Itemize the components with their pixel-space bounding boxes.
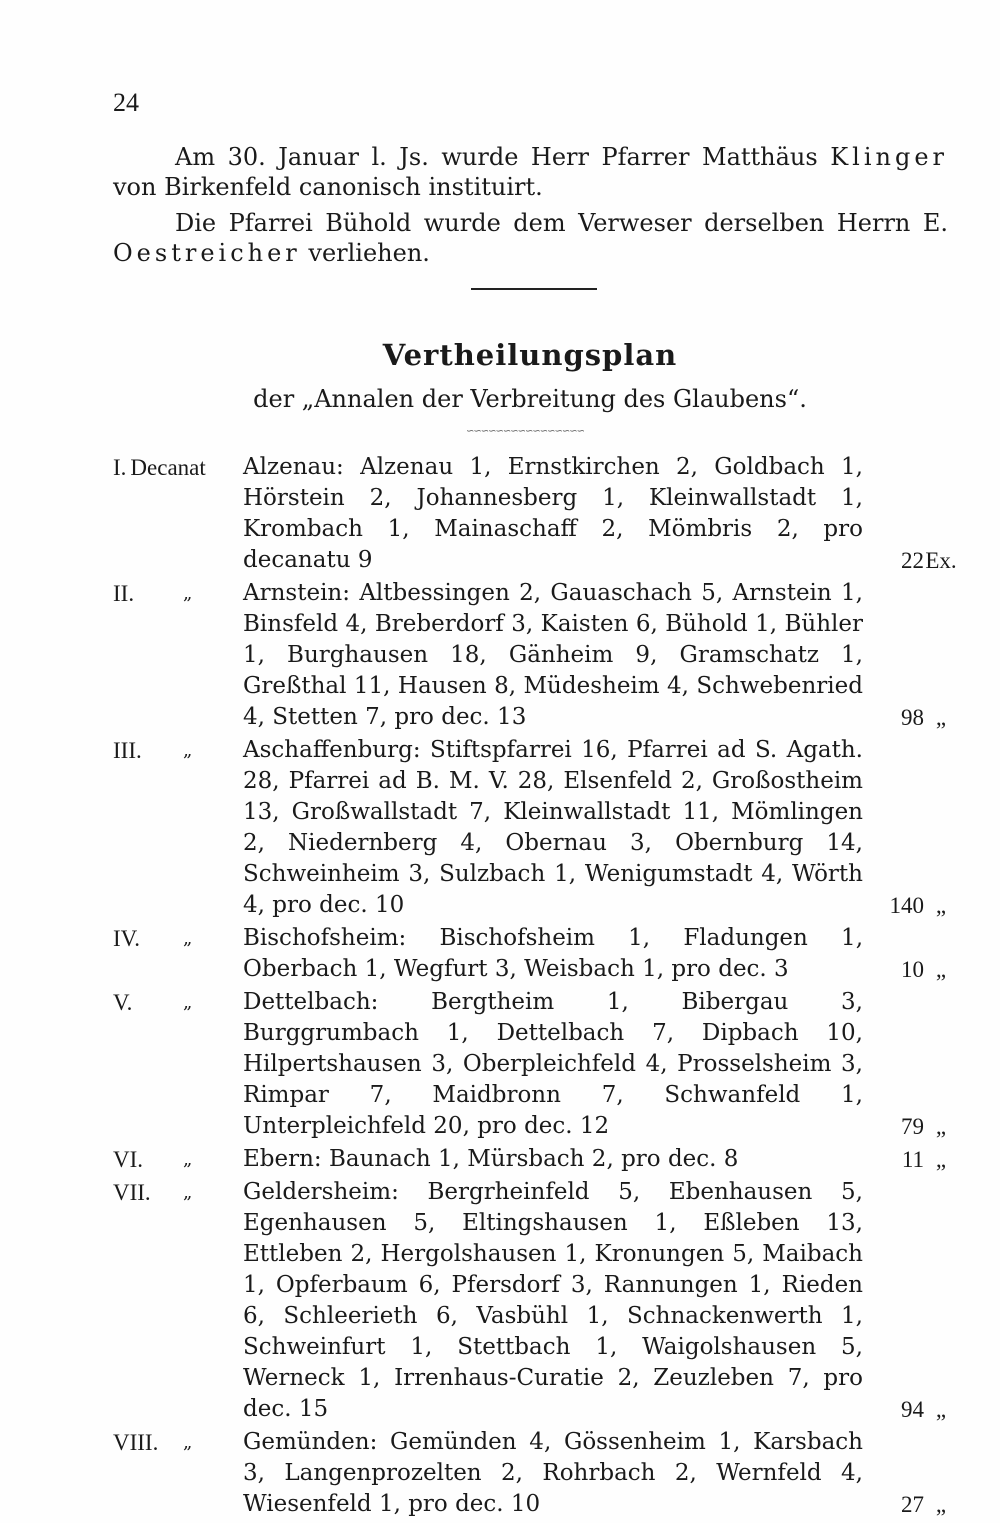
list-item: VII. „ Geldersheim: Bergrheinfeld 5, Ebenhausen 5, Egenhausen 5, Eltingshausen 1, Eßleben 13, Ettleben 2, Hergolshausen 1, Kronungen 5, Maibach 1, Opferbaum 6, Pfersdorf 3, Rannungen 1, Rieden 6, Schleerieth 6, Vasbühl 1, Schnackenwerth 1, Schweinfurt 1, Stettbach 1, Waigolshausen 5, Werneck 1, Irrenhaus-Curatie 2, Zeuzleben 7, pro dec. 15 94 „ [113,1177,958,1425]
list-item: IV. „ Bischofsheim: Bischofsheim 1, Fladungen 1, Oberbach 1, Wegfurt 3, Weisbach 1, pro dec. 3 10 „ [113,923,958,985]
entry-text: Ebern: Baunach 1, Mürsbach 2, pro dec. 8 [243,1146,739,1172]
ditto-mark: „ [183,1182,193,1203]
list-item: III. „ Aschaffenburg: Stiftspfarrei 16, Pfarrei ad S. Agath. 28, Pfarrei ad B. M. V. 28, Elsenfeld 2, Großostheim 13, Großwallstadt 7, Kleinwallstadt 11, Mömlingen 2, Niedernberg 4, Obernau 3, Obernburg 14, Schweinheim 3, Sulzbach 1, Wenigumstadt 4, Wörth 4, pro dec. 10 140 „ [113,735,958,921]
entry-total: 10 „ [901,957,947,982]
list-item: VIII. „ Gemünden: Gemünden 4, Gössenheim 1, Karsbach 3, Langenprozelten 2, Rohrbach 2, Wernfeld 4, Wiesenfeld 1, pro dec. 10 27 „ [113,1427,958,1520]
entry-total: 79 „ [901,1114,947,1139]
person-name-oestreicher: Oestreicher [113,239,301,267]
entry-text: Aschaffenburg: Stiftspfarrei 16, Pfarrei ad S. Agath. 28, Pfarrei ad B. M. V. 28, Elsenfeld 2, Großostheim 13, Großwallstadt 7, Kleinwallstadt 11, Mömlingen 2, Niedernberg 4, Obernau 3, Obernburg 14, Schweinheim 3, Sulzbach 1, Wenigumstadt 4, Wörth 4, pro dec. 10 [243,737,863,918]
entry-total: 27 „ [901,1492,947,1517]
unit-label: Ex. [925,548,957,573]
ditto-mark: „ [183,1432,193,1453]
entry-total: 140 „ [889,893,947,918]
ditto-mark: „ [183,928,193,949]
entry-total: 94 „ [901,1397,947,1422]
list-item: VI. „ Ebern: Baunach 1, Mürsbach 2, pro dec. 8 11 „ [113,1144,958,1175]
plan-subtitle: der „Annalen der Verbreitung des Glaubens“. [253,385,807,413]
list-item: II. „ Arnstein: Altbessingen 2, Gauaschach 5, Arnstein 1, Binsfeld 4, Breberdorf 3, Kaisten 6, Bühold 1, Bühler 1, Burghausen 18, Gänheim 9, Gramschatz 1, Greßthal 11, Hausen 8, Müdesheim 4, Schwebenried 4, Stetten 7, pro dec. 13 98 „ [113,578,958,733]
list-item: V. „ Dettelbach: Bergtheim 1, Bibergau 3, Burggrumbach 1, Dettelbach 7, Dipbach 10, Hilpertshausen 3, Oberpleichfeld 4, Prosselsheim 3, Rimpar 7, Maidbronn 7, Schwanfeld 1, Unterpleichfeld 20, pro dec. 12 79 „ [113,987,958,1142]
section-divider [471,288,597,290]
ditto-mark: „ [183,1149,193,1170]
plan-title: Vertheilungsplan [382,338,678,372]
intro-paragraph-2: Die Pfarrei Bühold wurde dem Verweser derselben Herrn E. Oestreicher verliehen. [113,209,948,267]
ditto-mark: „ [183,583,193,604]
entry-text: Geldersheim: Bergrheinfeld 5, Ebenhausen 5, Egenhausen 5, Eltingshausen 1, Eßleben 13, Ettleben 2, Hergolshausen 1, Kronungen 5, Maibach 1, Opferbaum 6, Pfersdorf 3, Rannungen 1, Rieden 6, Schleerieth 6, Vasbühl 1, Schnackenwerth 1, Schweinfurt 1, Stettbach 1, Waigolshausen 5, Werneck 1, Irrenhaus-Curatie 2, Zeuzleben 7, pro dec. 15 [243,1179,863,1422]
intro-section [113,142,948,274]
entry-total: 11 „ [901,1147,947,1172]
person-name-klinger: Klinger [830,143,948,171]
entry-total: 98 „ [901,705,947,730]
ditto-mark: „ [183,740,193,761]
decorative-wave: ∽∽∽∽∽∽∽∽∽∽∽∽∽∽∽∽ [466,426,585,437]
entry-text: Bischofsheim: Bischofsheim 1, Fladungen 1, Oberbach 1, Wegfurt 3, Weisbach 1, pro dec. 3 [243,925,863,982]
entry-text: Arnstein: Altbessingen 2, Gauaschach 5, Arnstein 1, Binsfeld 4, Breberdorf 3, Kaisten 6, Bühold 1, Bühler 1, Burghausen 18, Gänheim 9, Gramschatz 1, Greßthal 11, Hausen 8, Müdesheim 4, Schwebenried 4, Stetten 7, pro dec. 13 [243,580,863,730]
distribution-list [113,452,958,1522]
list-item: I. Decanat Alzenau: Alzenau 1, Ernstkirchen 2, Goldbach 1, Hörstein 2, Johannesberg 1, Kleinwallstadt 1, Krombach 1, Mainaschaff 2, Mömbris 2, pro decanatu 9 22Ex. [113,452,958,576]
entry-total: 22Ex. [863,545,958,576]
page-number: 24 [113,88,139,117]
entry-text: Alzenau: Alzenau 1, Ernstkirchen 2, Goldbach 1, Hörstein 2, Johannesberg 1, Kleinwallstadt 1, Krombach 1, Mainaschaff 2, Mömbris 2, pro decanatu 9 [243,454,863,573]
intro-paragraph-1: Am 30. Januar l. Js. wurde Herr Pfarrer Matthäus Klinger von Birkenfeld canonisch instituirt. [113,143,948,201]
entry-text: Gemünden: Gemünden 4, Gössenheim 1, Karsbach 3, Langenprozelten 2, Rohrbach 2, Wernfeld 4, Wiesenfeld 1, pro dec. 10 [243,1429,863,1517]
decanat-label: Decanat [130,455,206,480]
ditto-mark: „ [183,992,193,1013]
entry-text: Dettelbach: Bergtheim 1, Bibergau 3, Burggrumbach 1, Dettelbach 7, Dipbach 10, Hilpertshausen 3, Oberpleichfeld 4, Prosselsheim 3, Rimpar 7, Maidbronn 7, Schwanfeld 1, Unterpleichfeld 20, pro dec. 12 [243,989,863,1139]
